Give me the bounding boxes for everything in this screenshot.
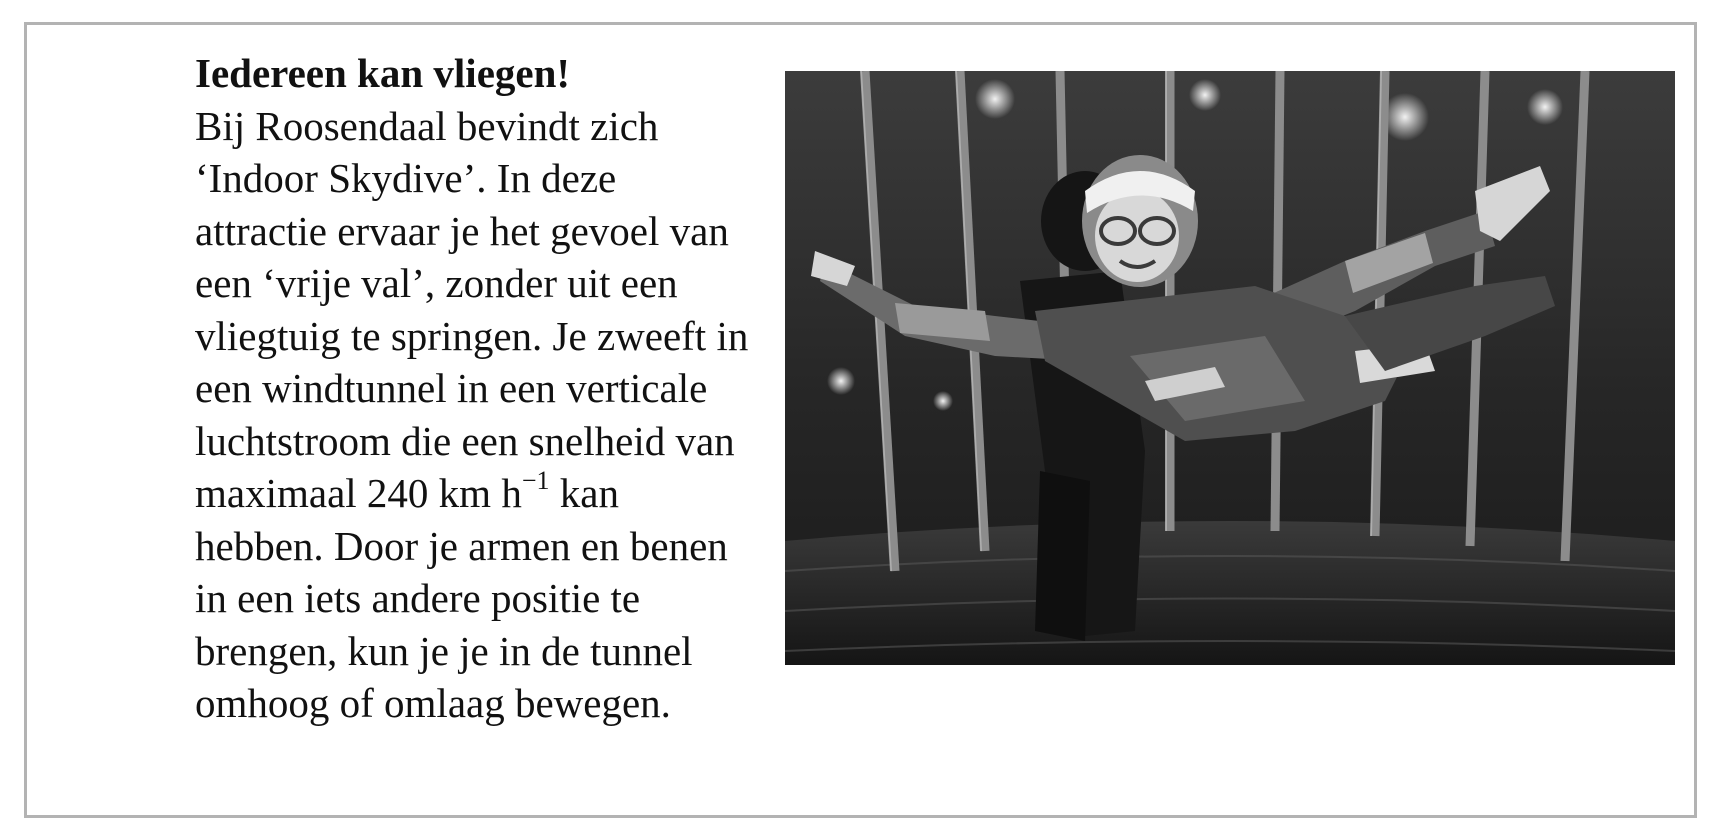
- article-frame: [24, 22, 1697, 818]
- speed-exponent: −1: [521, 466, 550, 495]
- speed-value: 240: [366, 470, 429, 516]
- speed-unit: km h: [438, 470, 522, 516]
- article-content: [195, 47, 1675, 730]
- article-text-part1: Bij Roosendaal bevindt zich ‘Indoor Skydive’. In deze attractie ervaar je het gevoel van een ‘vrije val’, zonder uit een vliegtuig te springen. Je zweeft in een windtunnel in een verticale luchtstroom die een snelheid van maximaal: [195, 102, 749, 516]
- article-title: Iedereen kan vliegen!: [195, 50, 571, 96]
- skydive-photo: [785, 71, 1675, 665]
- article-text-part2: kan hebben. Door je armen en benen in een iets andere positie te brengen, kun je je in de tunnel omhoog of omlaag bewegen.: [195, 470, 728, 726]
